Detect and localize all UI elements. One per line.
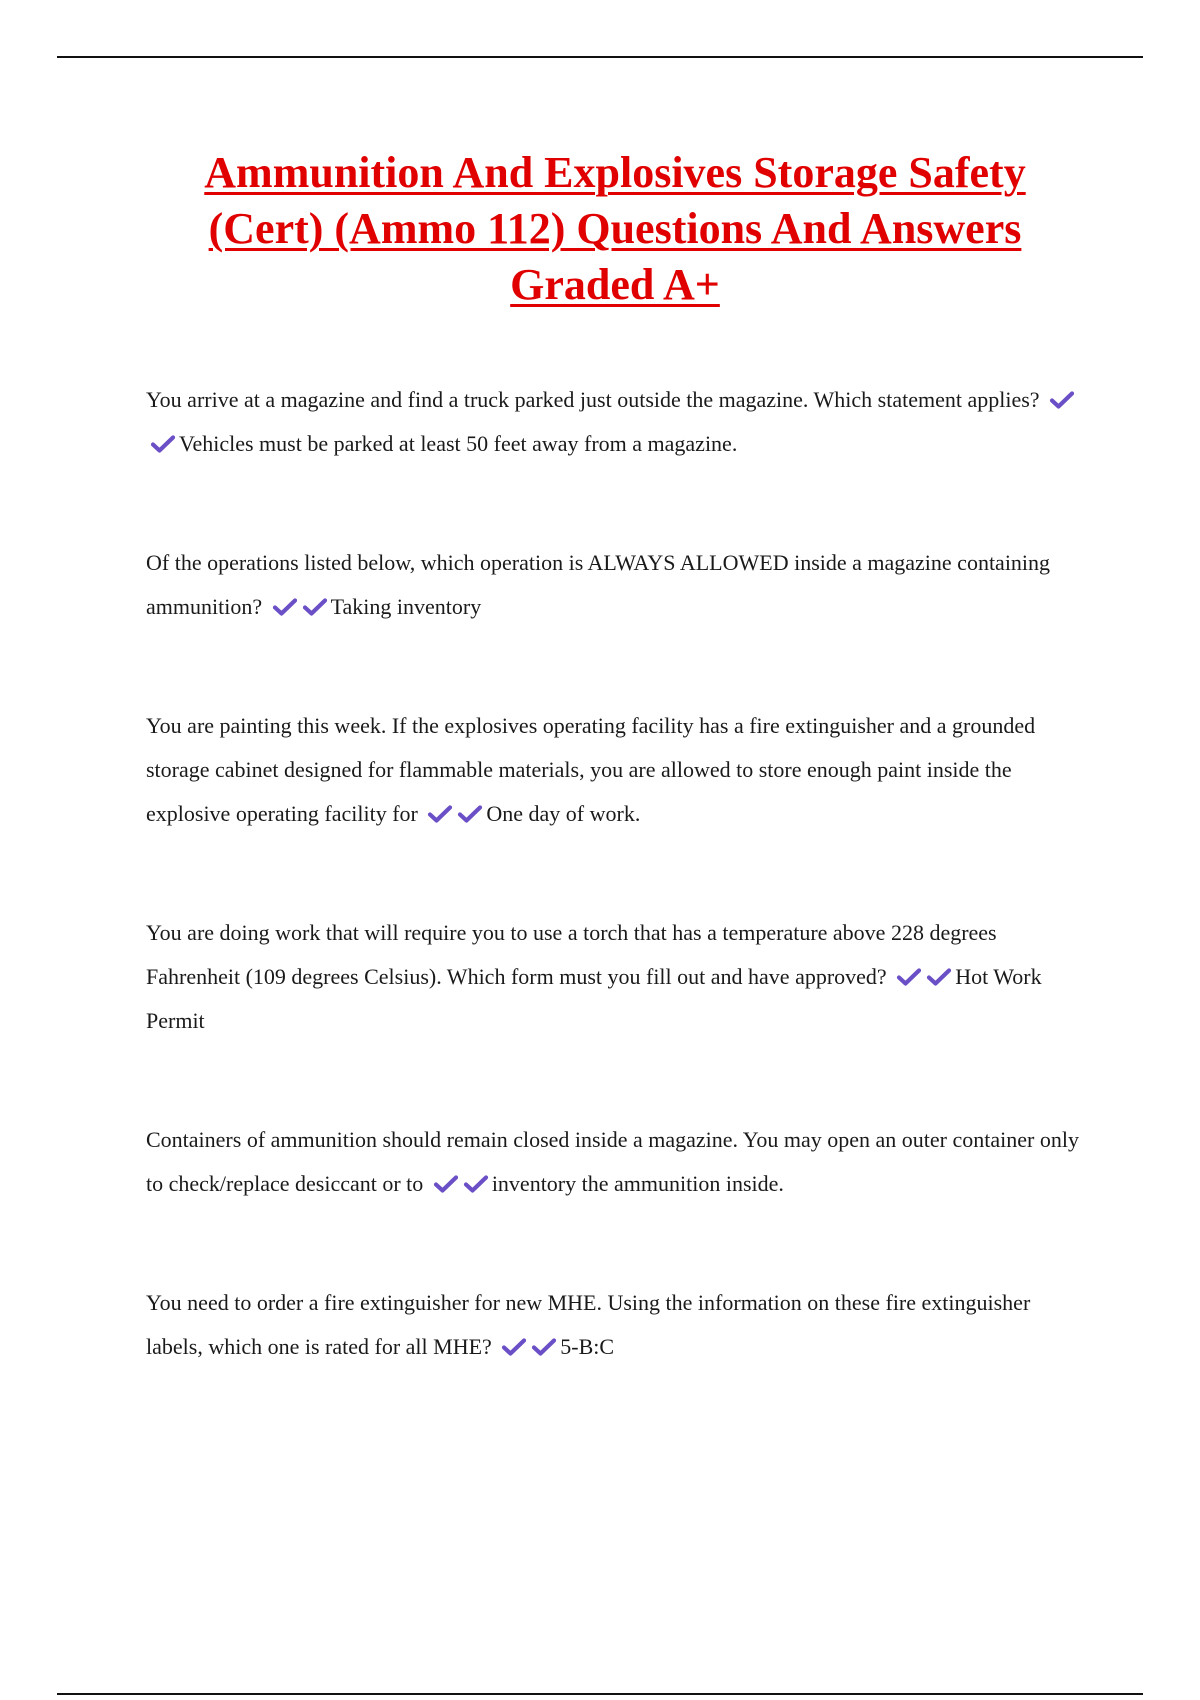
- check-icon: [427, 805, 453, 823]
- answer-text: Taking inventory: [330, 594, 482, 619]
- question-text: You need to order a fire extinguisher for new MHE. Using the information on these fire extinguisher labels, which one is rated for all MHE?: [146, 1290, 1031, 1359]
- check-icon: [1049, 391, 1075, 409]
- question-text: Of the operations listed below, which operation is ALWAYS ALLOWED inside a magazine containing ammunition?: [146, 550, 1051, 619]
- check-icon: [150, 435, 176, 453]
- check-icon: [272, 598, 298, 616]
- answer-text: Hot Work Permit: [146, 964, 1042, 1033]
- answer-text: Vehicles must be parked at least 50 feet away from a magazine.: [179, 431, 738, 456]
- qa-item: [146, 1118, 1088, 1206]
- qa-item: [146, 911, 1088, 1043]
- qa-item: [146, 1281, 1088, 1369]
- check-icon: [896, 968, 922, 986]
- qa-item: [146, 378, 1088, 466]
- question-text: Containers of ammunition should remain closed inside a magazine. You may open an outer container only to check/replace desiccant or to: [146, 1127, 1079, 1196]
- qa-item: [146, 704, 1088, 836]
- qa-item: [146, 541, 1088, 629]
- answer-text: One day of work.: [486, 801, 641, 826]
- check-icon: [463, 1175, 489, 1193]
- check-icon: [457, 805, 483, 823]
- document-title: Ammunition And Explosives Storage Safety (Cert) (Ammo 112) Questions And Answers Graded A+: [204, 148, 1026, 309]
- check-icon: [302, 598, 328, 616]
- question-text: You are doing work that will require you to use a torch that has a temperature above 228 degrees Fahrenheit (109 degrees Celsius). Which form must you fill out and have approved?: [146, 920, 997, 989]
- check-icon: [531, 1338, 557, 1356]
- question-text: You are painting this week. If the explosives operating facility has a fire extinguisher and a grounded storage cabinet designed for flammable materials, you are allowed to store enough paint inside the explosive operating facility for: [146, 713, 1036, 826]
- top-rule: [57, 56, 1143, 58]
- answer-text: 5-B:C: [560, 1334, 615, 1359]
- check-icon: [433, 1175, 459, 1193]
- qa-list: [146, 378, 1088, 1444]
- bottom-rule: [57, 1693, 1143, 1695]
- answer-text: inventory the ammunition inside.: [491, 1171, 784, 1196]
- check-icon: [501, 1338, 527, 1356]
- question-text: You arrive at a magazine and find a truck parked just outside the magazine. Which statement applies?: [146, 387, 1040, 412]
- check-icon: [926, 968, 952, 986]
